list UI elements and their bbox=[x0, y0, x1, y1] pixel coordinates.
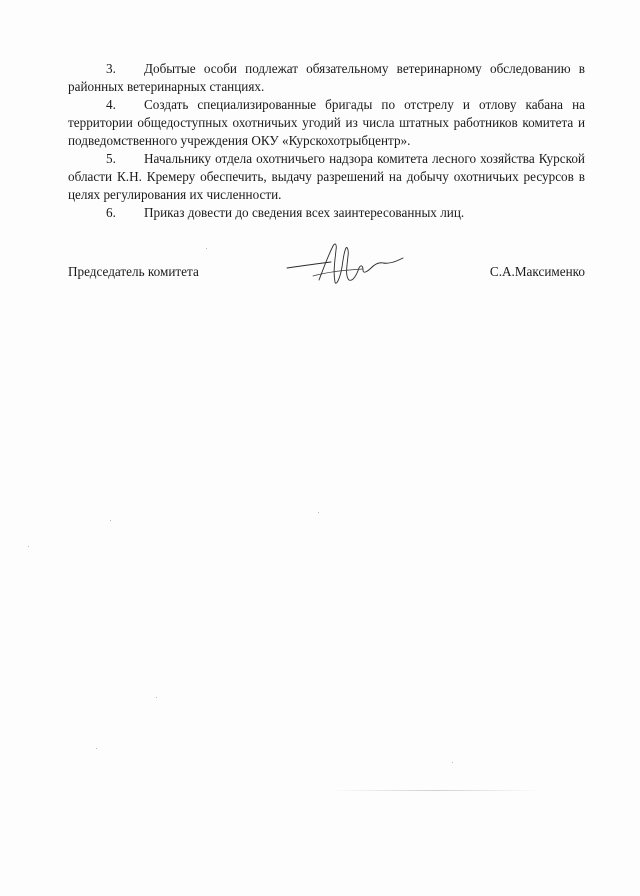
handwritten-signature bbox=[283, 236, 413, 296]
scan-speck bbox=[96, 748, 97, 749]
item-number: 6. bbox=[106, 205, 116, 220]
item-text: Начальнику отдела охотничьего надзора комитета лесного хозяйства Курской области К.Н. Кремеру обеспечить, выдачу разрешений на добычу охотничьих ресурсов в целях регулирования их численности. bbox=[68, 151, 585, 202]
paragraph-item-4 bbox=[68, 96, 585, 150]
signatory-name: С.А.Максименко bbox=[489, 264, 585, 279]
paragraph-item-5 bbox=[68, 150, 585, 204]
item-number: 5. bbox=[106, 151, 116, 166]
paragraph-item-6 bbox=[68, 204, 585, 222]
scan-speck bbox=[28, 546, 29, 547]
item-number: 4. bbox=[106, 97, 116, 112]
scan-speck bbox=[156, 697, 157, 698]
scan-speck bbox=[206, 248, 207, 249]
item-text: Создать специализированные бригады по отстрелу и отлову кабана на территории общедоступных охотничьих угодий из числа штатных работников комитета и подведомственного учреждения ОКУ «Курскохотрыбцентр». bbox=[68, 97, 585, 148]
paragraph-item-3 bbox=[68, 60, 585, 96]
item-number: 3. bbox=[106, 61, 116, 76]
scan-speck bbox=[318, 512, 319, 513]
scan-speck bbox=[110, 520, 111, 521]
scan-artifact-line bbox=[330, 790, 540, 791]
signature-block bbox=[68, 262, 585, 302]
scan-speck bbox=[452, 762, 453, 763]
document-body bbox=[68, 60, 585, 222]
signatory-position: Председатель комитета bbox=[68, 264, 199, 279]
item-text: Добытые особи подлежат обязательному ветеринарному обследованию в районных ветеринарных станциях. bbox=[68, 61, 585, 94]
item-text: Приказ довести до сведения всех заинтересованных лиц. bbox=[144, 205, 465, 220]
